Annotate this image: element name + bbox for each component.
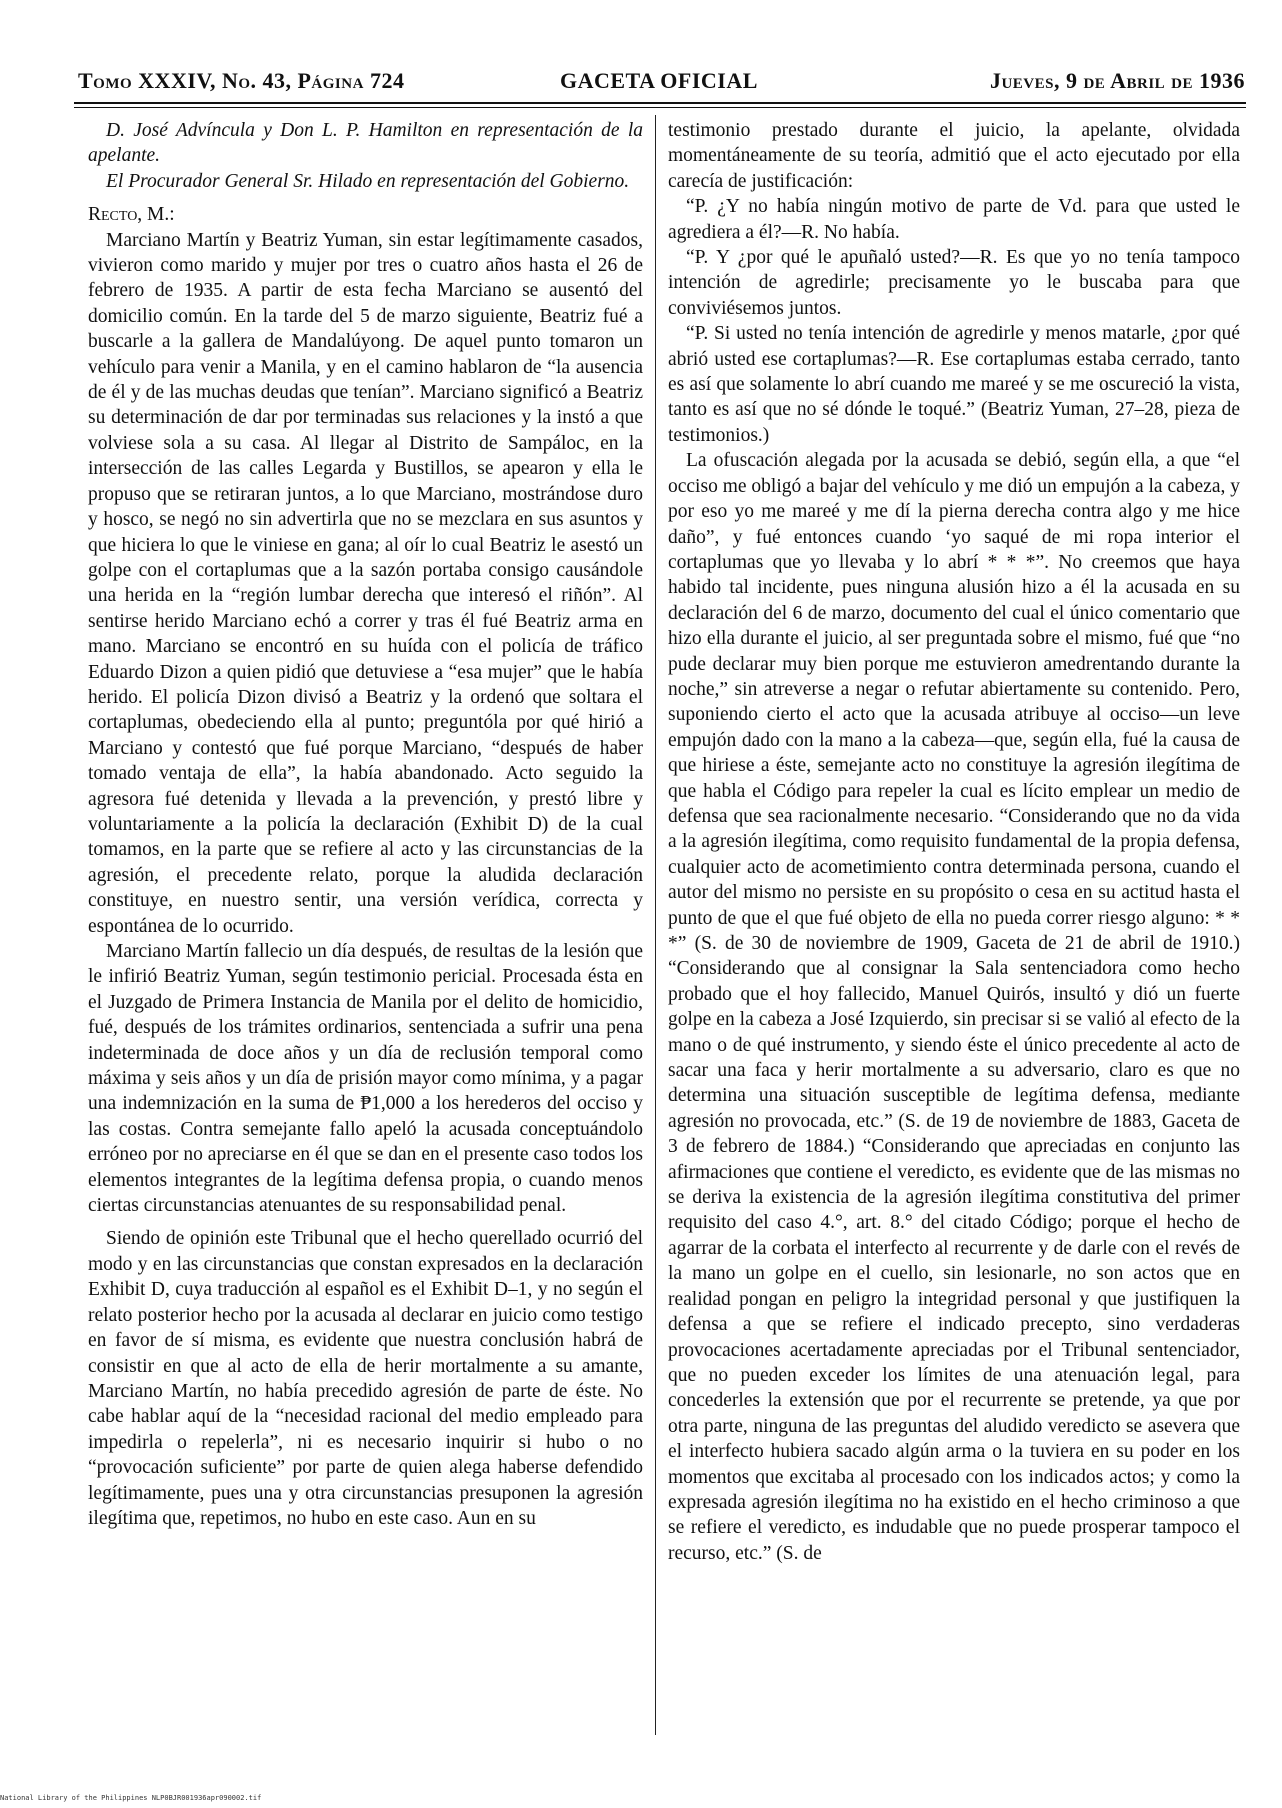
scan-footer: National Library of the Philippines NLP0BJR001936apr090002.tif (0, 1794, 262, 1802)
judge-name: Recto, M.: (88, 204, 175, 226)
paragraph: Marciano Martín y Beatriz Yuman, sin estar legítimamente casados, vivieron como marido y mujer por tres o cuatro años hasta el 26 de febrero de 1935. A partir de esta fecha Marciano se ausentó del domicilio común. En la tarde del 5 de marzo siguiente, Beatriz fué a buscarle a la gallera de Mandalúyong. De aquel punto tomaron un vehículo para venir a Manila, y en el camino hablaron de “la ausencia de él y de las muchas deudas que tenían”. Marciano significó a Beatriz su determinación de dar por terminadas sus relaciones y la instó a que volviese sola a su casa. Al llegar al Distrito de Sampáloc, en la intersección de las calles Legarda y Bustillos, se apearon y ella le propuso que se retiraran juntos, a lo que Marciano, mostrándose duro y hosco, se negó no sin advertirla que no se mezclara en sus asuntos y que hiciera lo que le viniese en gana; al oír lo cual Beatriz le asestó un golpe con el cortaplumas que a la sazón portaba consigo causándole una herida en la “región lumbar derecha que interesó el riñón”. Al sentirse herido Marciano echó a correr y tras él fué Beatriz arma en mano. Marciano se encontró en su huída con el policía de tráfico Eduardo Dizon a quien pidió que detuviese a “esa mujer” que le había herido. El policía Dizon divisó a Beatriz y la ordenó que soltara el cortaplumas, obedeciendo ella al punto; preguntóla por qué hirió a Marciano y contestó que fué porque Marciano, “después de haber tomado ventaja de ella”, la había abandonado. Acto seguido la agresora fué detenida y llevada a la prevención, y prestó libre y voluntariamente a la policía la declaración (Exhibit D) de la cual tomamos, en la parte que se refiere al acto y las circunstancias de la agresión, el precedente relato, porque la aludida declaración constituye, en nuestro sentir, una versión verídica, correcta y espontánea de lo ocurrido. (88, 229, 643, 937)
left-column (88, 118, 643, 1531)
paragraph: Marciano Martín fallecio un día después, de resultas de la lesión que le infirió Beatriz Yuman, según testimonio pericial. Procesada ésta en el Juzgado de Primera Instancia de Manila por el delito de homicidio, fué, después de los trámites ordinarios, sentenciada a sufrir una pena indeterminada de doce años y un día de reclusión temporal como máxima y seis años y un día de prisión mayor como mínima, y a pagar una indemnización en la suma de ₱1,000 a los herederos del occiso y las costas. Contra semejante fallo apeló la acusada conceptuándolo erróneo por no apreciarse en él que se dan en el presente caso todos los elementos integrantes de la legítima defensa propia, o cuando menos ciertas circunstancias atenuantes de su responsabilidad penal. (88, 941, 643, 1217)
page-header (70, 68, 1245, 94)
counsel-appellant: D. José Advíncula y Don L. P. Hamilton en representación de la apelante. (88, 120, 643, 167)
testimony-question: “P. Y ¿por qué le apuñaló usted?—R. Es que yo no tenía tampoco intención de agredirle; precisamente yo le buscaba para que conviviésemos juntos. (668, 247, 1240, 319)
header-rule-thick (74, 102, 1246, 104)
header-title: GACETA OFICIAL (560, 68, 758, 93)
testimony-question: “P. Si usted no tenía intención de agredirle y menos matarle, ¿por qué abrió usted ese cortaplumas?—R. Ese cortaplumas estaba cerrado, tanto es así que solamente lo abrí cuando me mareé y se me oscureció la vista, tanto es así que no sé dónde le toqué.” (Beatriz Yuman, 27–28, pieza de testimonios.) (668, 323, 1240, 446)
header-volume: Tomo XXXIV, No. 43, Página 724 (78, 68, 405, 93)
paragraph: testimonio prestado durante el juicio, la apelante, olvidada momentáneamente de su teoría, admitió que el acto ejecutado por ella carecía de justificación: (668, 120, 1240, 192)
counsel-government: El Procurador General Sr. Hilado en representación del Gobierno. (106, 170, 630, 192)
header-rule-thin (74, 107, 1246, 108)
column-divider (655, 115, 656, 1735)
paragraph: Siendo de opinión este Tribunal que el hecho querellado ocurrió del modo y en las circunstancias que constan expresados en la declaración Exhibit D, cuya traducción al español es el Exhibit D–1, y no según el relato posterior hecho por la acusada al declarar en juicio como testigo en favor de sí misma, es evidente que nuestra conclusión habrá de consistir en que al acto de ella de herir mortalmente a su amante, Marciano Martín, no había precedido agresión de parte de éste. No cabe hablar aquí de la “necesidad racional del medio empleado para impedirla o repelerla”, ni es necesario inquirir si hubo o no “provocación suficiente” por parte de quien alega haberse defendido legítimamente, pues una y otra circunstancias presuponen la agresión ilegítima que, repetimos, no hubo en este caso. Aun en su (88, 1228, 643, 1529)
testimony-question: “P. ¿Y no había ningún motivo de parte de Vd. para que usted le agrediera a él?—R. No había. (668, 196, 1240, 243)
right-column (668, 118, 1240, 1566)
header-date: Jueves, 9 de Abril de 1936 (989, 68, 1245, 93)
paragraph: La ofuscación alegada por la acusada se debió, según ella, a que “el occiso me obligó a bajar del vehículo y me dió un empujón a la cabeza, y por eso yo me mareé y me dí la pierna derecha contra algo y me hice daño”, y fué entonces cuando ‘yo saqué de mi ropa interior el cortaplumas que yo llevaba y lo abrí * * *”. No creemos que haya habido tal incidente, pues ninguna alusión hizo a él la acusada en su declaración del 6 de marzo, documento del cual el único comentario que hizo ella durante el juicio, al ser preguntada sobre el mismo, fué que “no pude declarar muy bien porque me estuvieron amedrentando durante la noche,” sin atreverse a negar o refutar abiertamente su contenido. Pero, suponiendo cierto el acto que la acusada atribuye al occiso—un leve empujón dado con la mano a la cabeza—que, según ella, fué la causa de que hiriese a éste, semejante acto no constituye la agresión ilegítima de que habla el Código para repeler la cual es lícito emplear un medio de defensa que sea racionalmente necesario. “Considerando que no da vida a la agresión ilegítima, como requisito fundamental de la propia defensa, cualquier acto de acometimiento contra determinada persona, cuando el autor del mismo no persiste en su propósito o cesa en su actitud hasta el punto de que el que fué objeto de ella no pueda correr riesgo alguno: * * *” (S. de 30 de noviembre de 1909, Gaceta de 21 de abril de 1910.) “Considerando que al consignar la Sala sentenciadora como hecho probado que el hoy fallecido, Manuel Quirós, insultó y dió un fuerte golpe en la cabeza a José Izquierdo, sin precisar si se valió al efecto de la mano o de qué instrumento, y siendo éste el único precedente al acto de sacar una faca y herir mortalmente a su adversario, claro es que no determina una situación susceptible de legítima defensa, mediante agresión no provocada, etc.” (S. de 19 de noviembre de 1883, Gaceta de 3 de febrero de 1884.) “Considerando que apreciadas en conjunto las afirmaciones que contiene el veredicto, es evidente que de las mismas no se deriva la existencia de la agresión ilegítima constitutiva del primer requisito del caso 4.°, art. 8.° del citado Código; porque el hecho de agarrar de la corbata el interfecto al recurrente y de darle con el revés de la mano un golpe en el cuello, sin lesionarle, no son actos que en realidad pongan en peligro la integridad personal y que justifiquen la defensa a que se refiere el indicado precepto, sino verdaderas provocaciones acertadamente apreciadas por el Tribunal sentenciador, que no pueden exceder los límites de una atenuación legal, para concederles la extensión que por el recurrente se pretende, ya que por otra parte, ninguna de las preguntas del aludido veredicto se asevera que el interfecto hubiera sacado algún arma o la tuviera en su poder en los momentos que excitaba al procesado con los indicados actos; y como la expresada agresión ilegítima no ha existido en el hecho criminoso a que se refiere el veredicto, es indudable que no puede prosperar tampoco el recurso, etc.” (S. de (668, 450, 1240, 1564)
